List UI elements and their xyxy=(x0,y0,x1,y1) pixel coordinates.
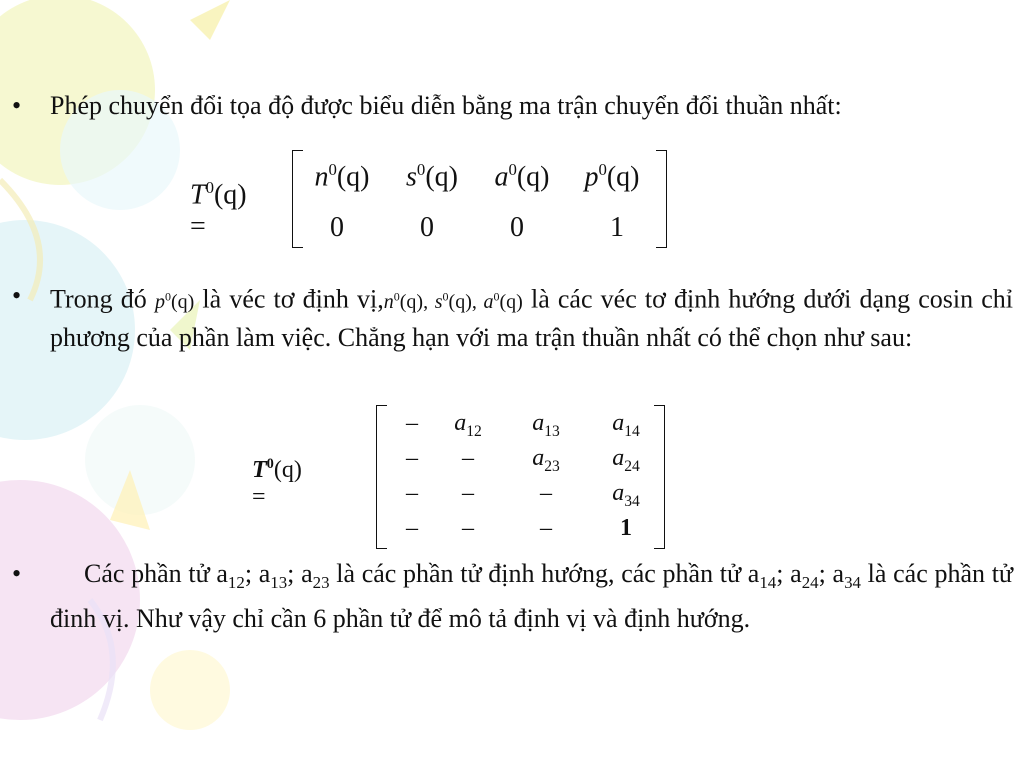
matrix-2-cell: – xyxy=(462,480,474,506)
matrix-1-cell: 0 xyxy=(510,212,524,243)
matrix-2-cell: $a_{23}$ xyxy=(532,445,560,475)
subscript: 12 xyxy=(227,573,245,592)
paragraph-text: ; a xyxy=(776,559,802,588)
bullet-paragraph-3 xyxy=(12,556,1014,637)
matrix-2-cell: 1 xyxy=(620,515,632,541)
matrix-1-cell: $s^0(q)$ xyxy=(406,160,458,193)
matrix-2-cell: – xyxy=(406,445,418,471)
subscript: 14 xyxy=(759,573,777,592)
matrix-2-cell: $a_{14}$ xyxy=(612,410,640,440)
subscript: 23 xyxy=(312,573,330,592)
matrix-1-cell: 1 xyxy=(610,212,624,243)
paragraph-text: ; a xyxy=(818,559,845,588)
matrix-1-lhs: $T^0(q)$ = xyxy=(190,178,247,243)
bullet-marker: • xyxy=(12,281,22,310)
paragraph-text: ; a xyxy=(287,559,313,588)
matrix-1-cell: $p^0(q)$ xyxy=(584,160,640,193)
bullet-marker: • xyxy=(12,91,22,120)
bullet-paragraph-2 xyxy=(12,278,1014,356)
bullet-paragraph-1 xyxy=(12,88,1013,124)
matrix-2-lhs: $T^0(q)$ = xyxy=(252,456,302,510)
subscript: 24 xyxy=(801,573,819,592)
matrix-2-cell: $a_{24}$ xyxy=(612,445,640,475)
paragraph-text: Các phần tử a xyxy=(84,559,228,588)
right-bracket xyxy=(656,150,667,248)
paragraph-text: ; a xyxy=(244,559,271,588)
matrix-1-cell: $a^0(q)$ xyxy=(494,160,550,193)
matrix-2-cell: $a_{12}$ xyxy=(454,410,482,440)
paragraph-text: Trong đó xyxy=(50,284,147,314)
matrix-2-cell: $a_{34}$ xyxy=(612,480,640,510)
subscript: 34 xyxy=(844,573,861,592)
paragraph-text: Phép chuyển đổi tọa độ được biểu diễn bằng ma trận chuyển đổi thuần nhất: xyxy=(50,91,842,120)
subscript: 13 xyxy=(270,573,288,592)
matrix-2-cell: – xyxy=(540,515,552,541)
paragraph-text: là các véc tơ định hướng dưới dạng cosin chỉ phương của phần làm việc. Chẳng hạn với ma trận thuần nhất có thể chọn như sau: xyxy=(50,284,1014,352)
matrix-2-cell: – xyxy=(462,515,474,541)
paragraph-text: là véc tơ định vị, xyxy=(202,284,384,314)
matrix-2-cell: – xyxy=(406,410,418,436)
matrix-2-cell: – xyxy=(406,480,418,506)
paragraph-text: là các phần tử định hướng, các phần tử a xyxy=(329,559,760,588)
matrix-2-cell: $a_{13}$ xyxy=(532,410,560,440)
inline-formula-nsa: $n^0(q)$, $s^0(q)$, $a^0(q)$ xyxy=(383,289,523,313)
matrix-1-cell: $n^0(q)$ xyxy=(314,160,370,193)
matrix-2-cell: – xyxy=(540,480,552,506)
bullet-marker: • xyxy=(12,559,22,588)
inline-formula-p: $p^0(q)$ xyxy=(154,289,195,313)
matrix-2-cell: – xyxy=(406,515,418,541)
matrix-2-cell: – xyxy=(462,445,474,471)
right-bracket xyxy=(654,405,665,549)
matrix-1-cell: 0 xyxy=(330,212,344,243)
paragraph-text: là các phần tử đinh vị. Như vậy chỉ cần 6 phần tử để mô tả định vị và định hướng. xyxy=(50,559,1014,633)
matrix-1-cell: 0 xyxy=(420,212,434,243)
